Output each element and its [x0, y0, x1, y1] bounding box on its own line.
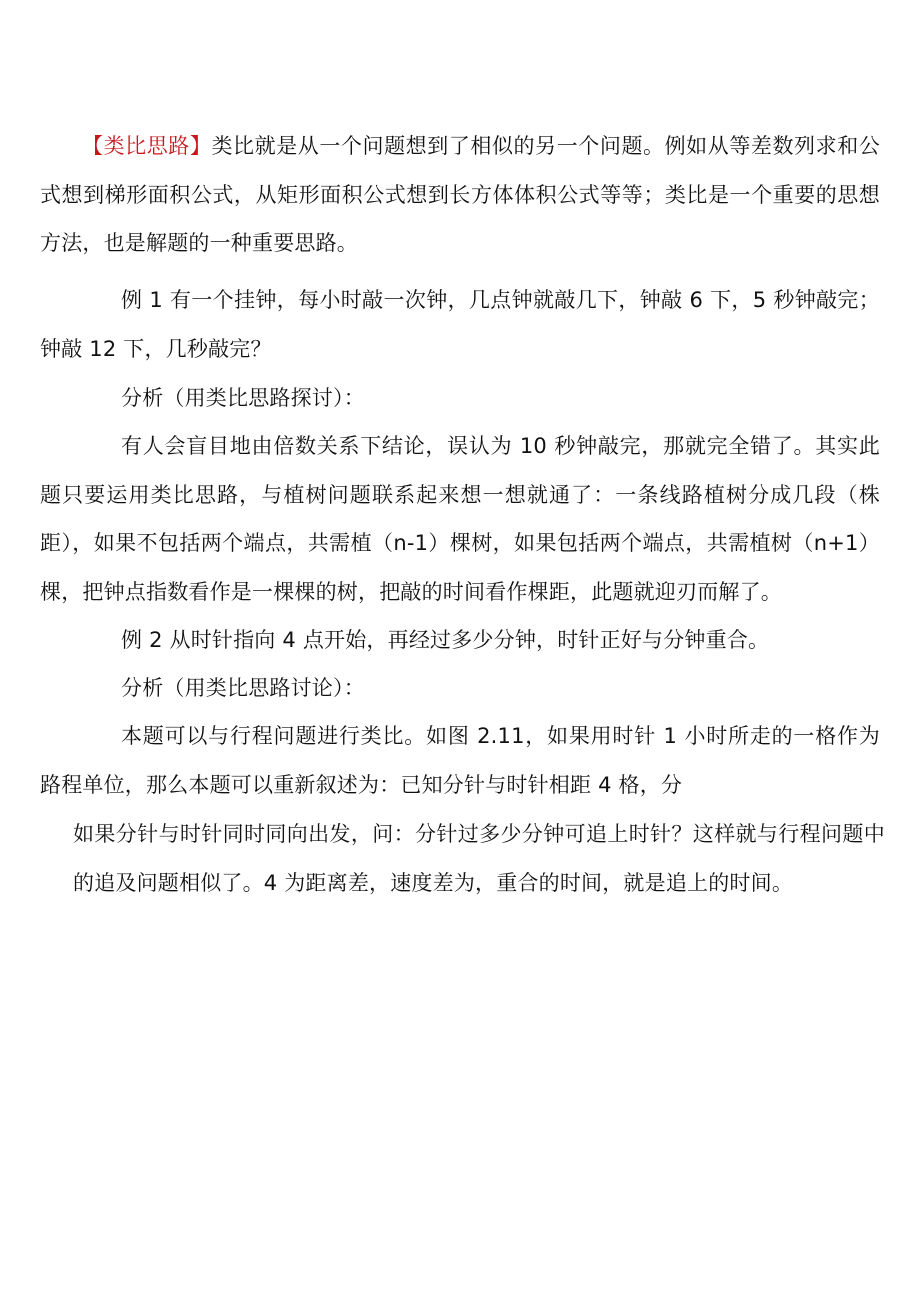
intro-tag: 【类比思路】: [82, 134, 212, 158]
example2-question: 例 2 从时针指向 4 点开始，再经过多少分钟，时针正好与分钟重合。: [121, 628, 770, 652]
example2-analysis-label: 分析（用类比思路讨论）：: [121, 676, 365, 700]
example2-analysis: 本题可以与行程问题进行类比。如图 2.11，如果用时针 1 小时所走的一格作为路程单位，那么本题可以重新叙述为：已知分针与时针相距 4 格，分: [40, 724, 880, 797]
example1-question: 例 1 有一个挂钟，每小时敲一次钟，几点钟就敲几下，钟敲 6 下，5 秒钟敲完；钟敲 12 下，几秒敲完？: [40, 288, 880, 361]
example2-continuation: 如果分针与时针同时同向出发，问：分针过多少分钟可追上时针？这样就与行程问题中的追及问题相似了。4 为距离差，速度差为，重合的时间，就是追上的时间。: [73, 822, 885, 895]
example1-analysis: 有人会盲目地由倍数关系下结论，误认为 10 秒钟敲完，那就完全错了。其实此题只要运用类比思路，与植树问题联系起来想一想就通了：一条线路植树分成几段（株距），如果不包括两个端点，共需植（n-1）棵树，如果包括两个端点，共需植树（n+1）棵，把钟点指数看作是一棵棵的树，把敲的时间看作棵距，此题就迎刃而解了。: [40, 434, 880, 604]
intro-paragraph: [40, 122, 880, 268]
example1-analysis-label: 分析（用类比思路探讨）：: [121, 386, 365, 410]
intro-text: 类比就是从一个问题想到了相似的另一个问题。例如从等差数列求和公式想到梯形面积公式，从矩形面积公式想到长方体体积公式等等；类比是一个重要的思想方法，也是解题的一种重要思路。: [40, 134, 880, 255]
